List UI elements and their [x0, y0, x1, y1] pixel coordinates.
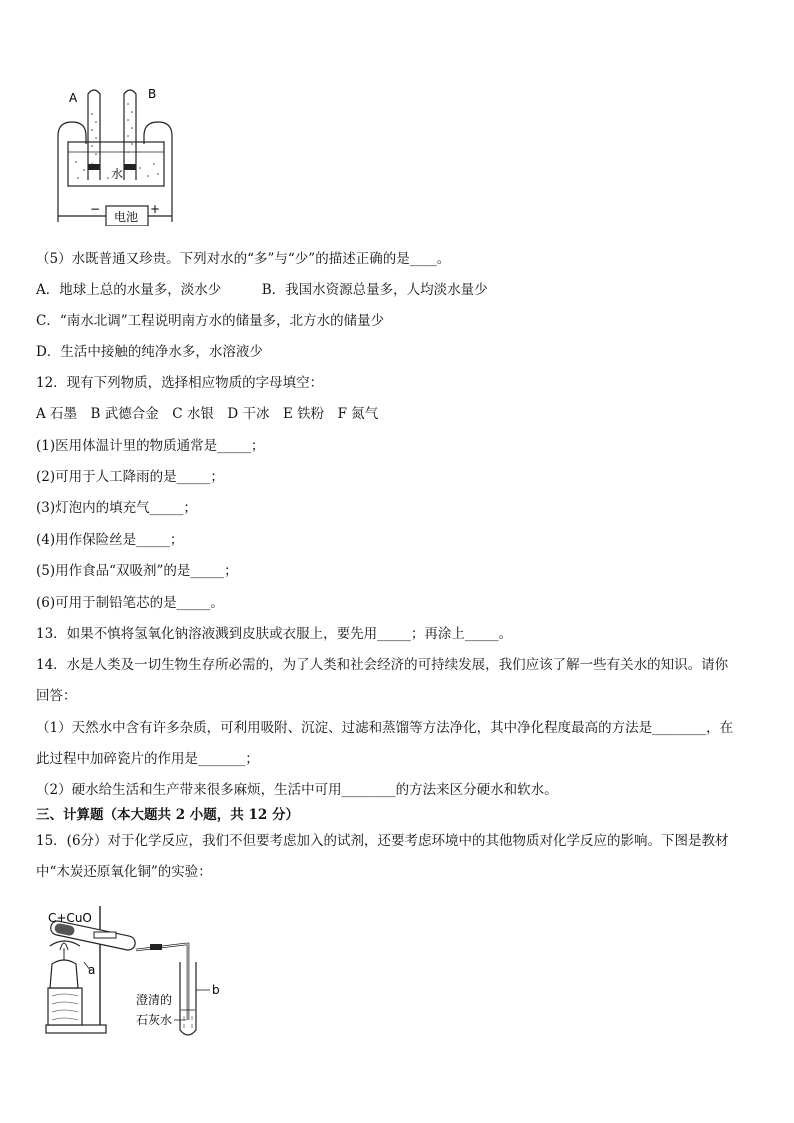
tube-b-label: B	[148, 87, 157, 101]
carbon-reduction-apparatus-figure	[40, 900, 240, 1040]
q11-part5-options-ab: A．地球上总的水量多，淡水少 B．我国水资源总量多，人均淡水量少	[36, 282, 488, 298]
q11-part5-option-d: D．生活中接触的纯净水多，水溶液少	[36, 344, 263, 360]
q14-stem: 14．水是人类及一切生物生存所必需的，为了人类和社会经济的可持续发展，我们应该了解一些有关水的知识。请你	[36, 657, 729, 673]
water-label: 水	[111, 167, 124, 181]
q11-part5-option-c: C．“南水北调”工程说明南方水的储量多，北方水的储量少	[36, 313, 385, 329]
q12-part6: (6)可用于制铅笔芯的是_____。	[36, 595, 224, 611]
apparatus-b-label: b	[212, 983, 220, 997]
plus-terminal-label: +	[150, 202, 161, 216]
q12-choices: A 石墨 B 武德合金 C 水银 D 干冰 E 铁粉 F 氮气	[36, 406, 379, 422]
q12-part2: (2)可用于人工降雨的是_____；	[36, 469, 224, 485]
q14-part2: （2）硬水给生活和生产带来很多麻烦，生活中可用________的方法来区分硬水和软水。	[36, 782, 558, 798]
tube-a-label: A	[69, 91, 78, 105]
q14-stem-cont: 回答：	[36, 688, 77, 704]
electrolysis-apparatus-figure	[50, 84, 190, 226]
q12-part3: (3)灯泡内的填充气_____；	[36, 500, 197, 516]
q14-part1: （1）天然水中含有许多杂质，可利用吸附、沉淀、过滤和蒸馏等方法净化，其中净化程度最高的方法是________，在	[36, 720, 734, 736]
q12-stem: 12．现有下列物质，选择相应物质的字母填空：	[36, 375, 324, 391]
q11-part5-stem: （5）水既普通又珍贵。下列对水的“多”与“少”的描述正确的是____。	[36, 251, 451, 267]
battery-label: 电池	[114, 210, 139, 224]
limewater-label-line1: 澄清的	[136, 993, 173, 1007]
q14-part1-cont: 此过程中加碎瓷片的作用是_______；	[36, 751, 259, 767]
section-heading-calculation: 三、计算题（本大题共 2 小题，共 12 分）	[36, 807, 299, 823]
q13-stem: 13．如果不慎将氢氧化钠溶液溅到皮肤或衣服上，要先用_____；再涂上_____。	[36, 626, 513, 642]
limewater-label-line2: 石灰水	[136, 1013, 173, 1027]
q12-part5: (5)用作食品“双吸剂”的是_____；	[36, 563, 238, 579]
q12-part4: (4)用作保险丝是_____；	[36, 532, 184, 548]
apparatus-a-label: a	[88, 963, 96, 977]
q12-part1: (1)医用体温计里的物质通常是_____；	[36, 438, 265, 454]
minus-terminal-label: −	[90, 202, 101, 216]
reagent-label: C+CuO	[48, 911, 92, 925]
q15-stem: 15．(6分）对于化学反应，我们不但要考虑加入的试剂，还要考虑环境中的其他物质对化学反应的影响。下图是教材	[36, 833, 729, 849]
q15-stem-cont: 中“木炭还原氧化铜”的实验：	[36, 864, 212, 880]
